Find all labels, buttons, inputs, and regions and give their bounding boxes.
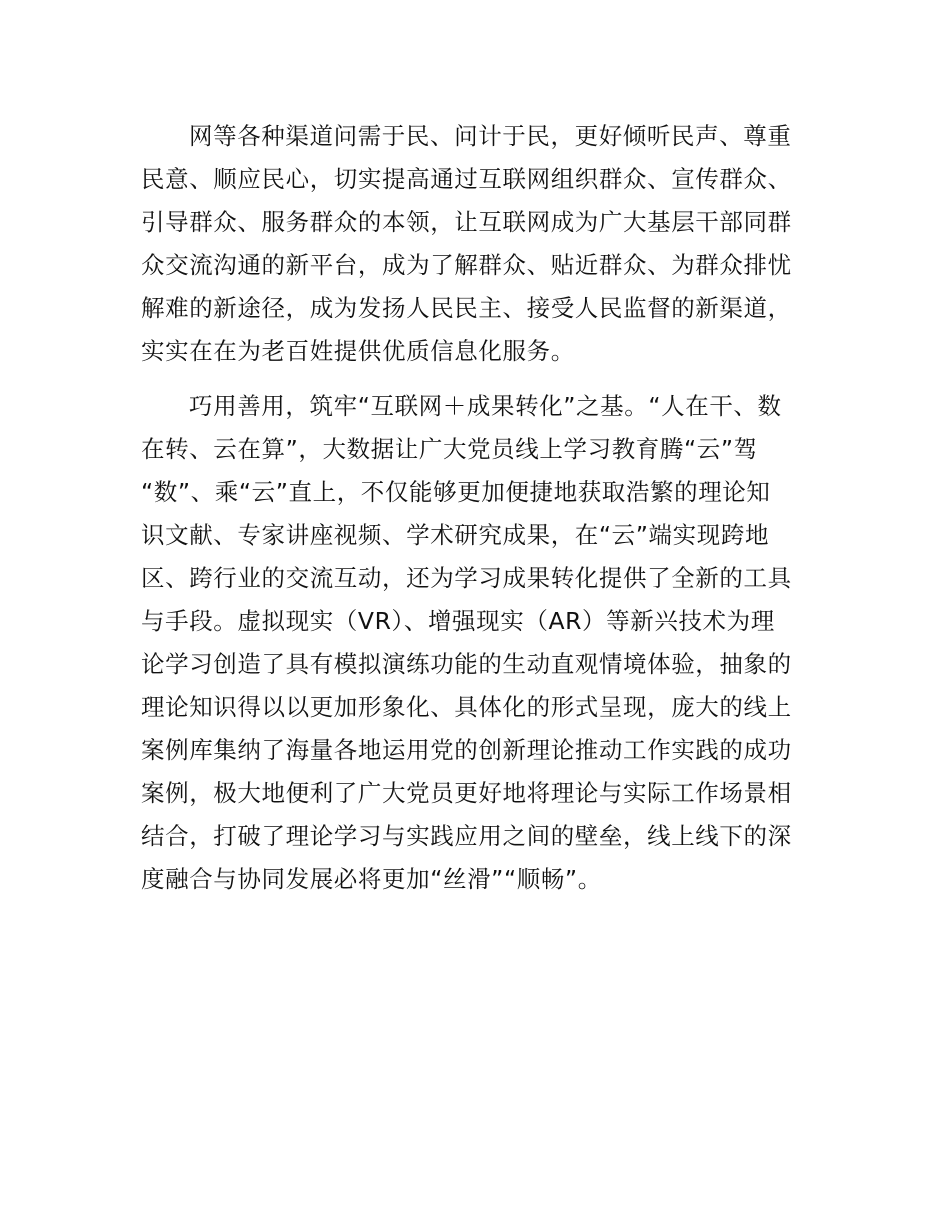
text-line: 巧用善用，筑牢“互联网＋成果转化”之基。“人在干、数 (189, 392, 782, 420)
text-line: 区、跨行业的交流互动，还为学习成果转化提供了全新的工具 (141, 564, 792, 592)
text-line: 在转、云在算”，大数据让广大党员线上学习教育腾“云”驾 (141, 435, 758, 463)
text-line: 与手段。虚拟现实（VR）、增强现实（AR）等新兴技术为理 (141, 607, 775, 635)
text-line: 度融合与协同发展必将更加“丝滑”“顺畅”。 (141, 865, 602, 893)
document-body (141, 115, 811, 901)
text-line: 民意、顺应民心，切实提高通过互联网组织群众、宣传群众、 (141, 165, 792, 193)
paragraph-1 (141, 115, 811, 373)
paragraph-2 (141, 385, 811, 901)
text-line: 论学习创造了具有模拟演练功能的生动直观情境体验，抽象的 (141, 650, 792, 678)
text-line: 理论知识得以以更加形象化、具体化的形式呈现，庞大的线上 (141, 693, 792, 721)
text-line: 结合，打破了理论学习与实践应用之间的壁垒，线上线下的深 (141, 822, 792, 850)
text-line: 识文献、专家讲座视频、学术研究成果，在“云”端实现跨地 (141, 521, 770, 549)
text-line: 网等各种渠道问需于民、问计于民，更好倾听民声、尊重 (189, 122, 792, 150)
text-line: 引导群众、服务群众的本领，让互联网成为广大基层干部同群 (141, 208, 792, 236)
text-line: 众交流沟通的新平台，成为了解群众、贴近群众、为群众排忧 (141, 251, 792, 279)
text-line: 解难的新途径，成为发扬人民民主、接受人民监督的新渠道， (141, 294, 792, 322)
text-line: “数”、乘“云”直上，不仅能够更加便捷地获取浩繁的理论知 (141, 478, 771, 506)
text-line: 案例，极大地便利了广大党员更好地将理论与实际工作场景相 (141, 779, 792, 807)
text-line: 案例库集纳了海量各地运用党的创新理论推动工作实践的成功 (141, 736, 792, 764)
text-line: 实实在在为老百姓提供优质信息化服务。 (141, 337, 575, 365)
